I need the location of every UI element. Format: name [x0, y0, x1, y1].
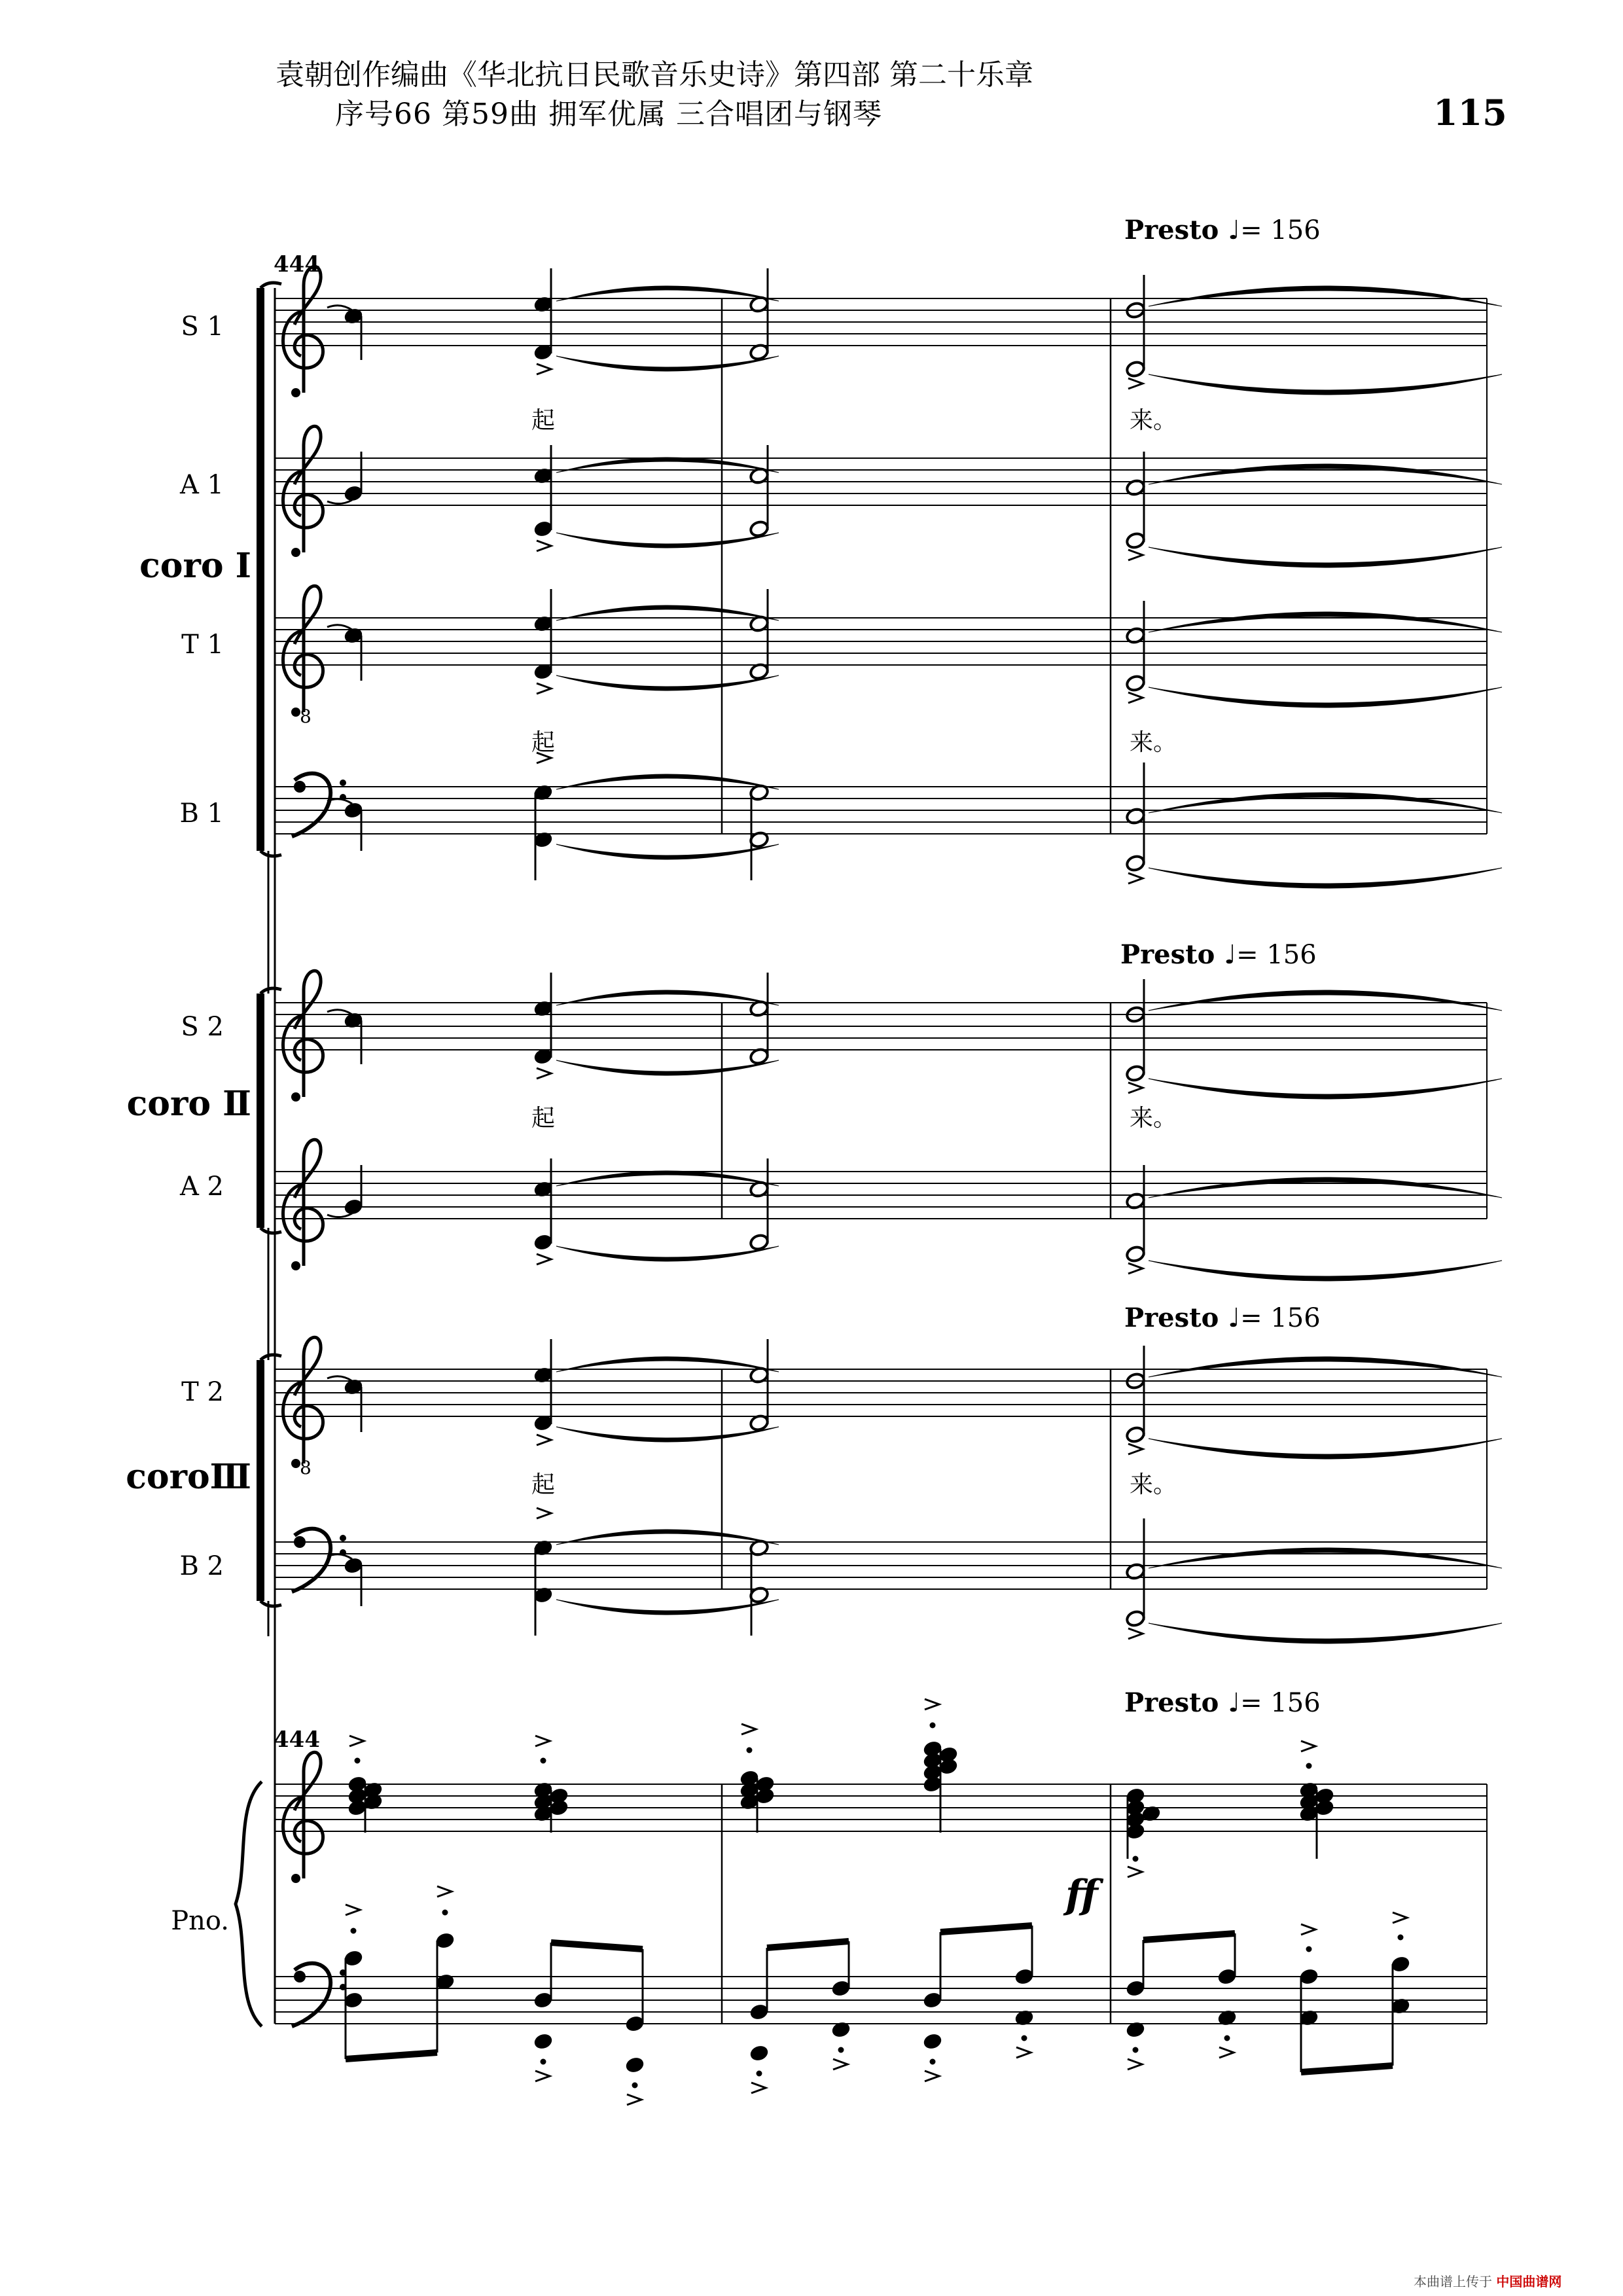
octave-clef-mark: 8	[300, 1457, 312, 1479]
staff-label-a2: A 2	[179, 1172, 224, 1202]
staff-label-a1: A 1	[179, 470, 224, 500]
quarter-note-icon: ♩	[1228, 215, 1241, 245]
octave-clef-mark: 8	[300, 706, 312, 727]
group-label-coro1: coro Ⅰ	[139, 546, 251, 586]
barlines	[275, 288, 1487, 2024]
lyric: 起	[531, 729, 556, 756]
staff-label-t2: T 2	[181, 1377, 224, 1407]
clefs	[283, 266, 347, 2026]
lyric: 来。	[1130, 1105, 1177, 1132]
quarter-note-icon: ♩	[1228, 1687, 1241, 1718]
lyric: 来。	[1130, 407, 1177, 434]
score-subtitle: 序号66 第59曲 拥军优属 三合唱团与钢琴	[335, 98, 882, 131]
page-number: 115	[1433, 92, 1507, 134]
choir-staff-lines	[275, 298, 1487, 2024]
staff-label-b2: B 2	[179, 1551, 224, 1581]
footer-watermark: 本曲谱上传于 中国曲谱网	[1414, 2274, 1562, 2289]
piano-notes	[343, 1699, 1410, 2105]
measure-number: 444	[274, 1727, 320, 1753]
staff-label-piano: Pno.	[171, 1906, 229, 1936]
group-label-coro3: coroⅢ	[126, 1457, 251, 1497]
lyric: 起	[531, 1471, 556, 1498]
site-logo: 中国曲谱网	[1496, 2274, 1562, 2289]
choir-notes	[327, 268, 1502, 1643]
dynamic-marking: ff	[1065, 1872, 1098, 1918]
tempo-marking: Presto ♩= 156	[1124, 215, 1321, 245]
measure-number: 444	[274, 251, 320, 278]
group-label-coro2: coro Ⅱ	[126, 1084, 251, 1124]
lyric: 起	[531, 407, 556, 434]
lyric: 来。	[1130, 1471, 1177, 1498]
tempo-marking: Presto ♩= 156	[1124, 1687, 1321, 1718]
staff-label-t1: T 1	[181, 630, 224, 660]
lyric: 起	[531, 1105, 556, 1132]
tempo-marking: Presto ♩= 156	[1124, 1302, 1321, 1333]
staff-label-s1: S 1	[181, 312, 224, 342]
quarter-note-icon: ♩	[1228, 1302, 1241, 1333]
staff-label-s2: S 2	[181, 1012, 224, 1042]
staff-label-b1: B 1	[179, 798, 224, 829]
score-title: 袁朝创作编曲《华北抗日民歌音乐史诗》第四部 第二十乐章	[276, 58, 1033, 92]
tempo-marking: Presto ♩= 156	[1120, 939, 1317, 970]
quarter-note-icon: ♩	[1224, 939, 1237, 970]
lyric: 来。	[1130, 729, 1177, 756]
